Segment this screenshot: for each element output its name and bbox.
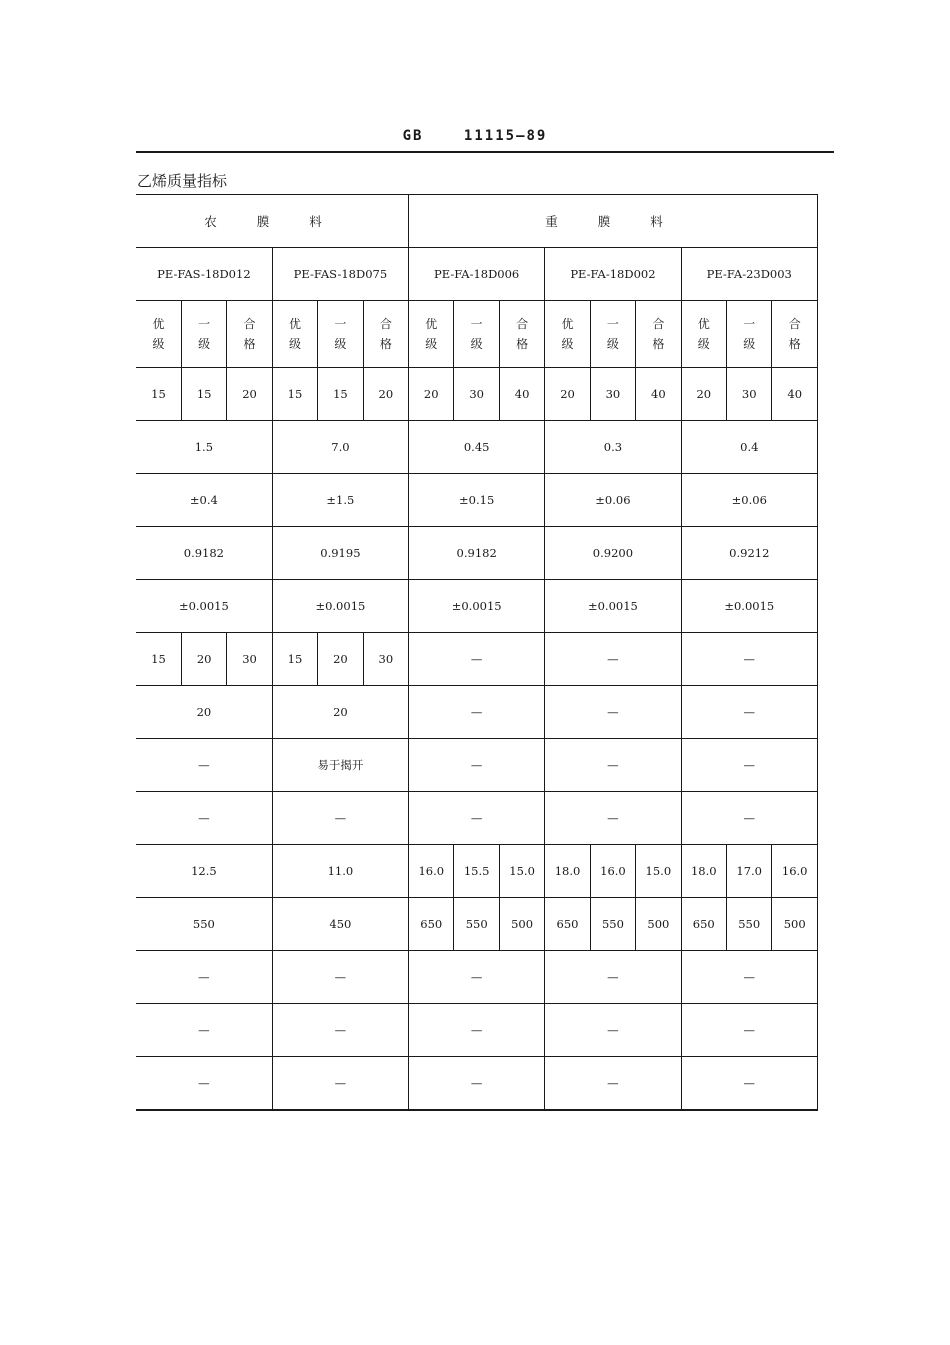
table-cell: 15 — [136, 633, 181, 686]
table-cell: — — [545, 951, 681, 1004]
level-first: 一 级 — [318, 301, 363, 368]
table-cell: 15 — [272, 368, 317, 421]
level-premium: 优 级 — [272, 301, 317, 368]
table-cell: 20 — [545, 368, 590, 421]
table-cell: 易于揭开 — [272, 739, 408, 792]
table-cell: 0.9182 — [409, 527, 545, 580]
table-cell: 0.9212 — [681, 527, 817, 580]
quality-spec-table — [136, 194, 818, 1111]
level-qualified: 合 格 — [499, 301, 544, 368]
grade-code: PE-FAS-18D075 — [272, 248, 408, 301]
table-cell: 0.9200 — [545, 527, 681, 580]
table-cell: 18.0 — [681, 845, 726, 898]
level-qualified: 合 格 — [227, 301, 272, 368]
level-qualified: 合 格 — [772, 301, 818, 368]
table-cell: 7.0 — [272, 421, 408, 474]
table-cell: 20 — [681, 368, 726, 421]
level-premium: 优 级 — [545, 301, 590, 368]
table-cell: 20 — [227, 368, 272, 421]
table-cell: — — [136, 1057, 272, 1111]
table-cell: 15.0 — [499, 845, 544, 898]
table-cell: 15 — [136, 368, 181, 421]
table-cell: — — [136, 1004, 272, 1057]
table-cell: — — [681, 633, 817, 686]
table-cell: — — [681, 792, 817, 845]
table-caption: 乙烯质量指标 — [137, 172, 228, 190]
level-first: 一 级 — [726, 301, 771, 368]
table-cell: 30 — [590, 368, 635, 421]
table-cell: — — [545, 1004, 681, 1057]
table-row — [136, 368, 818, 421]
table-row — [136, 580, 818, 633]
level-first: 一 级 — [454, 301, 499, 368]
table-cell: — — [681, 686, 817, 739]
table-cell: 16.0 — [409, 845, 454, 898]
table-cell: 20 — [318, 633, 363, 686]
level-premium: 优 级 — [409, 301, 454, 368]
table-cell: — — [409, 739, 545, 792]
table-cell: 0.4 — [681, 421, 817, 474]
table-cell: — — [409, 1004, 545, 1057]
table-row — [136, 898, 818, 951]
table-cell: 20 — [409, 368, 454, 421]
table-cell: ±1.5 — [272, 474, 408, 527]
table-cell: 450 — [272, 898, 408, 951]
table-cell: 0.9182 — [136, 527, 272, 580]
table-cell: 40 — [636, 368, 681, 421]
table-cell: — — [272, 1057, 408, 1111]
table-cell: 15.5 — [454, 845, 499, 898]
table-cell: 30 — [363, 633, 408, 686]
table-cell: 500 — [772, 898, 818, 951]
table-cell: 500 — [499, 898, 544, 951]
table-cell: 20 — [136, 686, 272, 739]
table-cell: 12.5 — [136, 845, 272, 898]
standard-prefix: GB — [402, 128, 424, 144]
table-cell: 30 — [726, 368, 771, 421]
table-cell: ±0.06 — [681, 474, 817, 527]
table-cell: — — [409, 1057, 545, 1111]
table-cell: 20 — [272, 686, 408, 739]
table-cell: 40 — [499, 368, 544, 421]
table-cell: 16.0 — [590, 845, 635, 898]
table-row — [136, 421, 818, 474]
level-qualified: 合 格 — [636, 301, 681, 368]
table-cell: — — [545, 633, 681, 686]
level-premium: 优 级 — [681, 301, 726, 368]
table-cell: 550 — [726, 898, 771, 951]
table-row — [136, 474, 818, 527]
table-cell: ±0.0015 — [681, 580, 817, 633]
table-cell: 650 — [681, 898, 726, 951]
table-cell: 650 — [545, 898, 590, 951]
table-cell: — — [272, 792, 408, 845]
table-cell: — — [272, 1004, 408, 1057]
table-cell: 17.0 — [726, 845, 771, 898]
table-cell: — — [136, 792, 272, 845]
table-cell: — — [409, 951, 545, 1004]
header-rule — [136, 151, 834, 153]
group-agri-film: 农 膜 料 — [136, 195, 409, 248]
table-cell: 11.0 — [272, 845, 408, 898]
table-cell: 0.9195 — [272, 527, 408, 580]
table-cell: ±0.06 — [545, 474, 681, 527]
table-row — [136, 739, 818, 792]
standard-number: 11115—89 — [463, 128, 548, 144]
table-cell: 650 — [409, 898, 454, 951]
table-cell: 0.45 — [409, 421, 545, 474]
table-cell: — — [681, 1057, 817, 1111]
table-cell: 1.5 — [136, 421, 272, 474]
grade-code: PE-FA-23D003 — [681, 248, 817, 301]
table-cell: — — [409, 686, 545, 739]
level-first: 一 级 — [181, 301, 226, 368]
table-row — [136, 527, 818, 580]
table-cell: 20 — [363, 368, 408, 421]
table-cell: — — [409, 633, 545, 686]
table-cell: 15.0 — [636, 845, 681, 898]
table-cell: 15 — [181, 368, 226, 421]
table-row — [136, 1057, 818, 1111]
table-cell: 550 — [454, 898, 499, 951]
table-row — [136, 792, 818, 845]
level-header-row — [136, 301, 818, 368]
table-cell: — — [681, 951, 817, 1004]
grade-code: PE-FA-18D006 — [409, 248, 545, 301]
group-heavy-film: 重 膜 料 — [409, 195, 818, 248]
table-cell: — — [136, 951, 272, 1004]
table-row — [136, 686, 818, 739]
table-cell: 15 — [272, 633, 317, 686]
grade-code: PE-FA-18D002 — [545, 248, 681, 301]
document-header — [0, 128, 950, 144]
table-cell: — — [545, 686, 681, 739]
table-cell: 15 — [318, 368, 363, 421]
table-cell: ±0.0015 — [136, 580, 272, 633]
table-cell: — — [136, 739, 272, 792]
table-cell: — — [681, 1004, 817, 1057]
table-cell: 16.0 — [772, 845, 818, 898]
grade-code: PE-FAS-18D012 — [136, 248, 272, 301]
level-first: 一 级 — [590, 301, 635, 368]
table-cell: — — [409, 792, 545, 845]
table-row — [136, 1004, 818, 1057]
table-row — [136, 633, 818, 686]
table-cell: — — [545, 739, 681, 792]
grade-header-row — [136, 248, 818, 301]
table-cell: 20 — [181, 633, 226, 686]
table-cell: 550 — [136, 898, 272, 951]
table-cell: ±0.4 — [136, 474, 272, 527]
table-cell: ±0.0015 — [409, 580, 545, 633]
table-cell: — — [681, 739, 817, 792]
table-cell: ±0.15 — [409, 474, 545, 527]
table-row — [136, 951, 818, 1004]
table-cell: 0.3 — [545, 421, 681, 474]
table-cell: ±0.0015 — [272, 580, 408, 633]
table-cell: 30 — [454, 368, 499, 421]
table-cell: ±0.0015 — [545, 580, 681, 633]
table-cell: — — [545, 1057, 681, 1111]
level-qualified: 合 格 — [363, 301, 408, 368]
table-cell: — — [272, 951, 408, 1004]
level-premium: 优 级 — [136, 301, 181, 368]
group-header-row — [136, 195, 818, 248]
table-cell: 30 — [227, 633, 272, 686]
table-cell: 18.0 — [545, 845, 590, 898]
table-row — [136, 845, 818, 898]
table-cell: 500 — [636, 898, 681, 951]
table-cell: 40 — [772, 368, 818, 421]
table-cell: 550 — [590, 898, 635, 951]
table-cell: — — [545, 792, 681, 845]
